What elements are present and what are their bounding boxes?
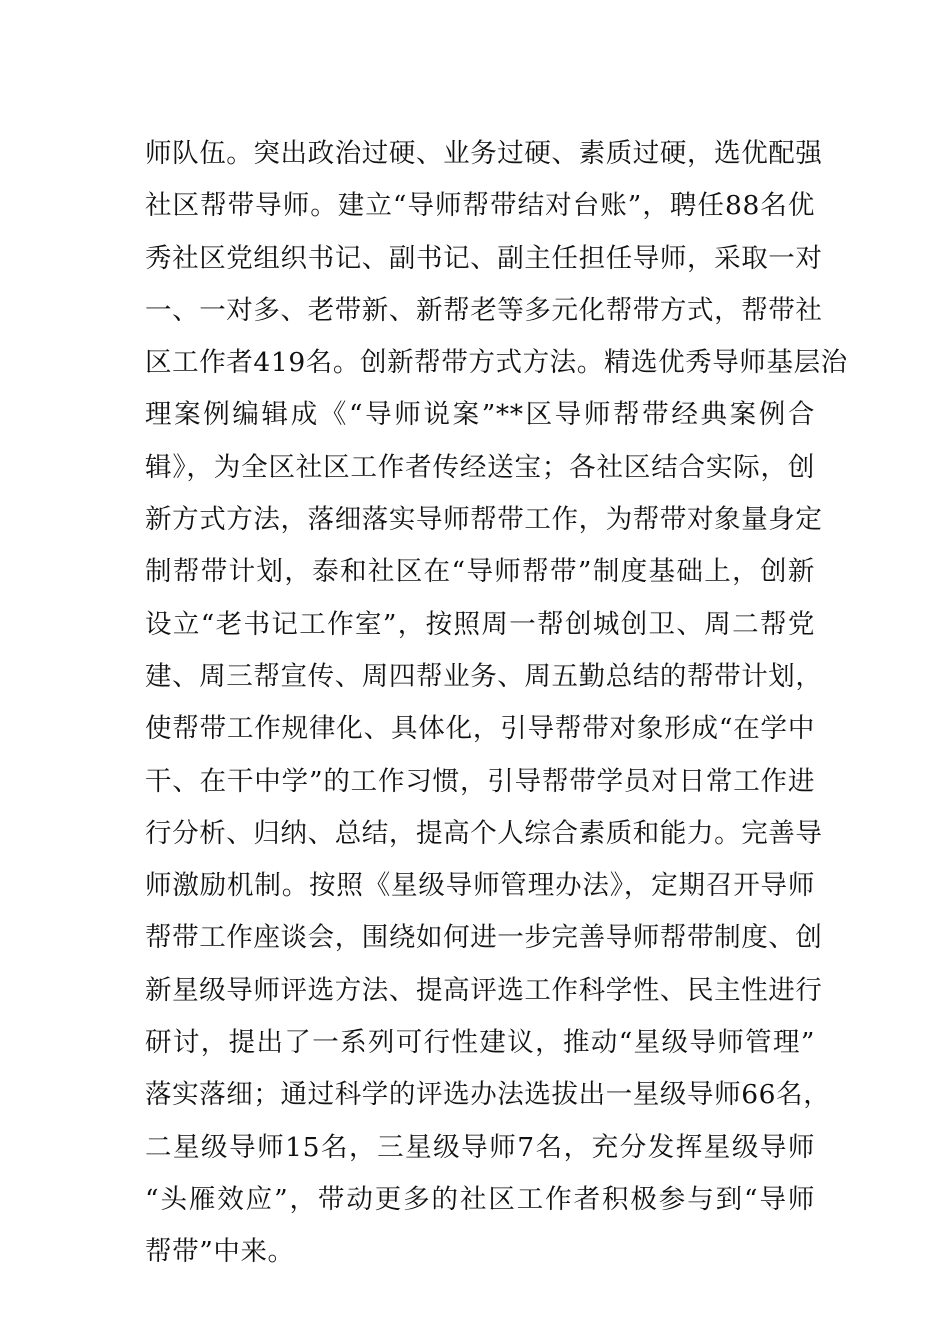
text-line: 使帮带工作规律化、具体化，引导帮带对象形成“在学中 xyxy=(145,713,815,745)
text-line: 师队伍。突出政治过硬、业务过硬、素质过硬，选优配强 xyxy=(145,138,823,169)
text-line: 秀社区党组织书记、副书记、副主任担任导师，采取一对 xyxy=(145,242,823,274)
text-line: 制帮带计划，泰和社区在“导师帮带”制度基础上，创新 xyxy=(145,556,815,588)
text-line: 二星级导师15名，三星级导师7名，充分发挥星级导师 xyxy=(145,1131,815,1163)
text-line: “头雁效应”，带动更多的社区工作者积极参与到“导师 xyxy=(145,1183,815,1215)
text-line: 行分析、归纳、总结，提高个人综合素质和能力。完善导 xyxy=(145,817,823,849)
text-line: 落实落细；通过科学的评选办法选拔出一星级导师66名， xyxy=(145,1079,831,1111)
text-line: 区工作者419名。创新帮带方式方法。精选优秀导师基层治 xyxy=(145,347,848,379)
text-line: 设立“老书记工作室”，按照周一帮创城创卫、周二帮党 xyxy=(145,608,815,640)
text-line: 师激励机制。按照《星级导师管理办法》，定期召开导师 xyxy=(145,870,815,902)
text-line: 一、一对多、老带新、新帮老等多元化帮带方式，帮带社 xyxy=(145,294,823,326)
text-line: 社区帮带导师。建立“导师帮带结对台账”，聘任88名优 xyxy=(145,190,815,222)
body-paragraph xyxy=(145,128,848,1279)
text-line: 干、在干中学”的工作习惯，引导帮带学员对日常工作进 xyxy=(145,765,815,797)
text-line: 帮带”中来。 xyxy=(145,1236,295,1268)
text-line: 帮带工作座谈会，围绕如何进一步完善导师帮带制度、创 xyxy=(145,922,823,954)
text-line: 新星级导师评选方法、提高评选工作科学性、民主性进行 xyxy=(145,974,823,1006)
text-line: 新方式方法，落细落实导师帮带工作，为帮带对象量身定 xyxy=(145,504,823,536)
text-line: 理案例编辑成《“导师说案”**区导师帮带经典案例合 xyxy=(145,399,815,431)
text-line: 建、周三帮宣传、周四帮业务、周五勤总结的帮带计划， xyxy=(145,660,823,692)
text-line: 研讨，提出了一系列可行性建议，推动“星级导师管理” xyxy=(145,1027,815,1059)
text-line: 辑》，为全区社区工作者传经送宝；各社区结合实际，创 xyxy=(145,451,815,483)
